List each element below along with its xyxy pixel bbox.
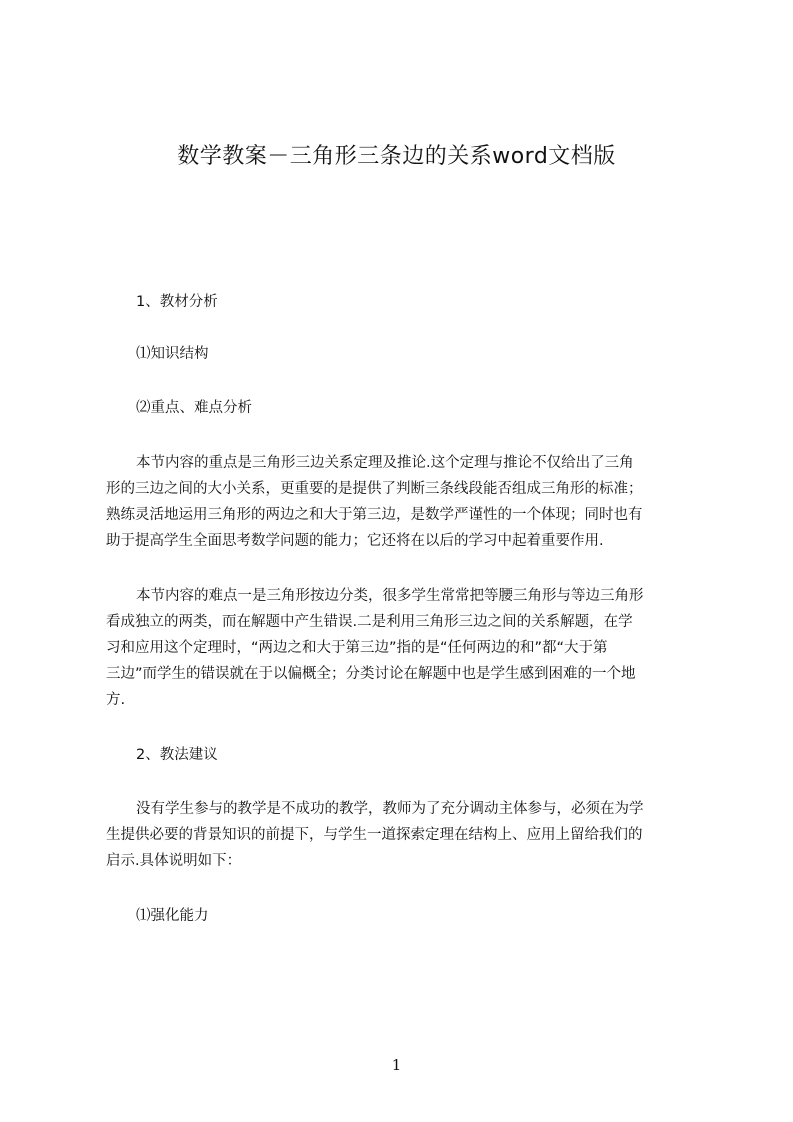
paragraph-1-line-2: 形的三边之间的大小关系，更重要的是提供了判断三条线段能否组成三角形的标准； — [106, 481, 643, 497]
subheading-knowledge-structure: ⑴知识结构 — [136, 346, 209, 362]
paragraph-2-line-4: 三边”而学生的错误就在于以偏概全；分类讨论在解题中也是学生感到困难的一个地 — [106, 666, 636, 682]
paragraph-2-line-5: 方. — [106, 692, 126, 708]
subheading-strengthen-ability: ⑴强化能力 — [136, 908, 209, 924]
paragraph-1-line-4: 助于提高学生全面思考数学问题的能力；它还将在以后的学习中起着重要作用. — [106, 533, 604, 549]
page-number: 1 — [391, 1056, 402, 1074]
document-title: 数学教案－三角形三条边的关系word文档版 — [177, 144, 616, 169]
subheading-key-difficult-points: ⑵重点、难点分析 — [136, 400, 252, 416]
paragraph-1-line-1: 本节内容的重点是三角形三边关系定理及推论.这个定理与推论不仅给出了三角 — [136, 455, 634, 471]
paragraph-3-line-3: 启示.具体说明如下： — [106, 853, 242, 869]
paragraph-2-line-1: 本节内容的难点一是三角形按边分类，很多学生常常把等腰三角形与等边三角形 — [136, 588, 644, 604]
paragraph-2-line-2: 看成独立的两类，而在解题中产生错误.二是利用三角形三边之间的关系解题，在学 — [106, 614, 633, 630]
paragraph-3-line-2: 生提供必要的背景知识的前提下，与学生一道探索定理在结构上、应用上留给我们的 — [106, 827, 643, 843]
section-heading-2: 2、教法建议 — [136, 747, 218, 763]
paragraph-3-line-1: 没有学生参与的教学是不成功的教学，教师为了充分调动主体参与，必须在为学 — [136, 801, 644, 817]
paragraph-1-line-3: 熟练灵活地运用三角形的两边之和大于第三边，是数学严谨性的一个体现；同时也有 — [106, 507, 643, 523]
paragraph-2-line-3: 习和应用这个定理时，“两边之和大于第三边”指的是“任何两边的和”都“大于第 — [106, 640, 608, 656]
section-heading-1: 1、教材分析 — [136, 294, 218, 310]
